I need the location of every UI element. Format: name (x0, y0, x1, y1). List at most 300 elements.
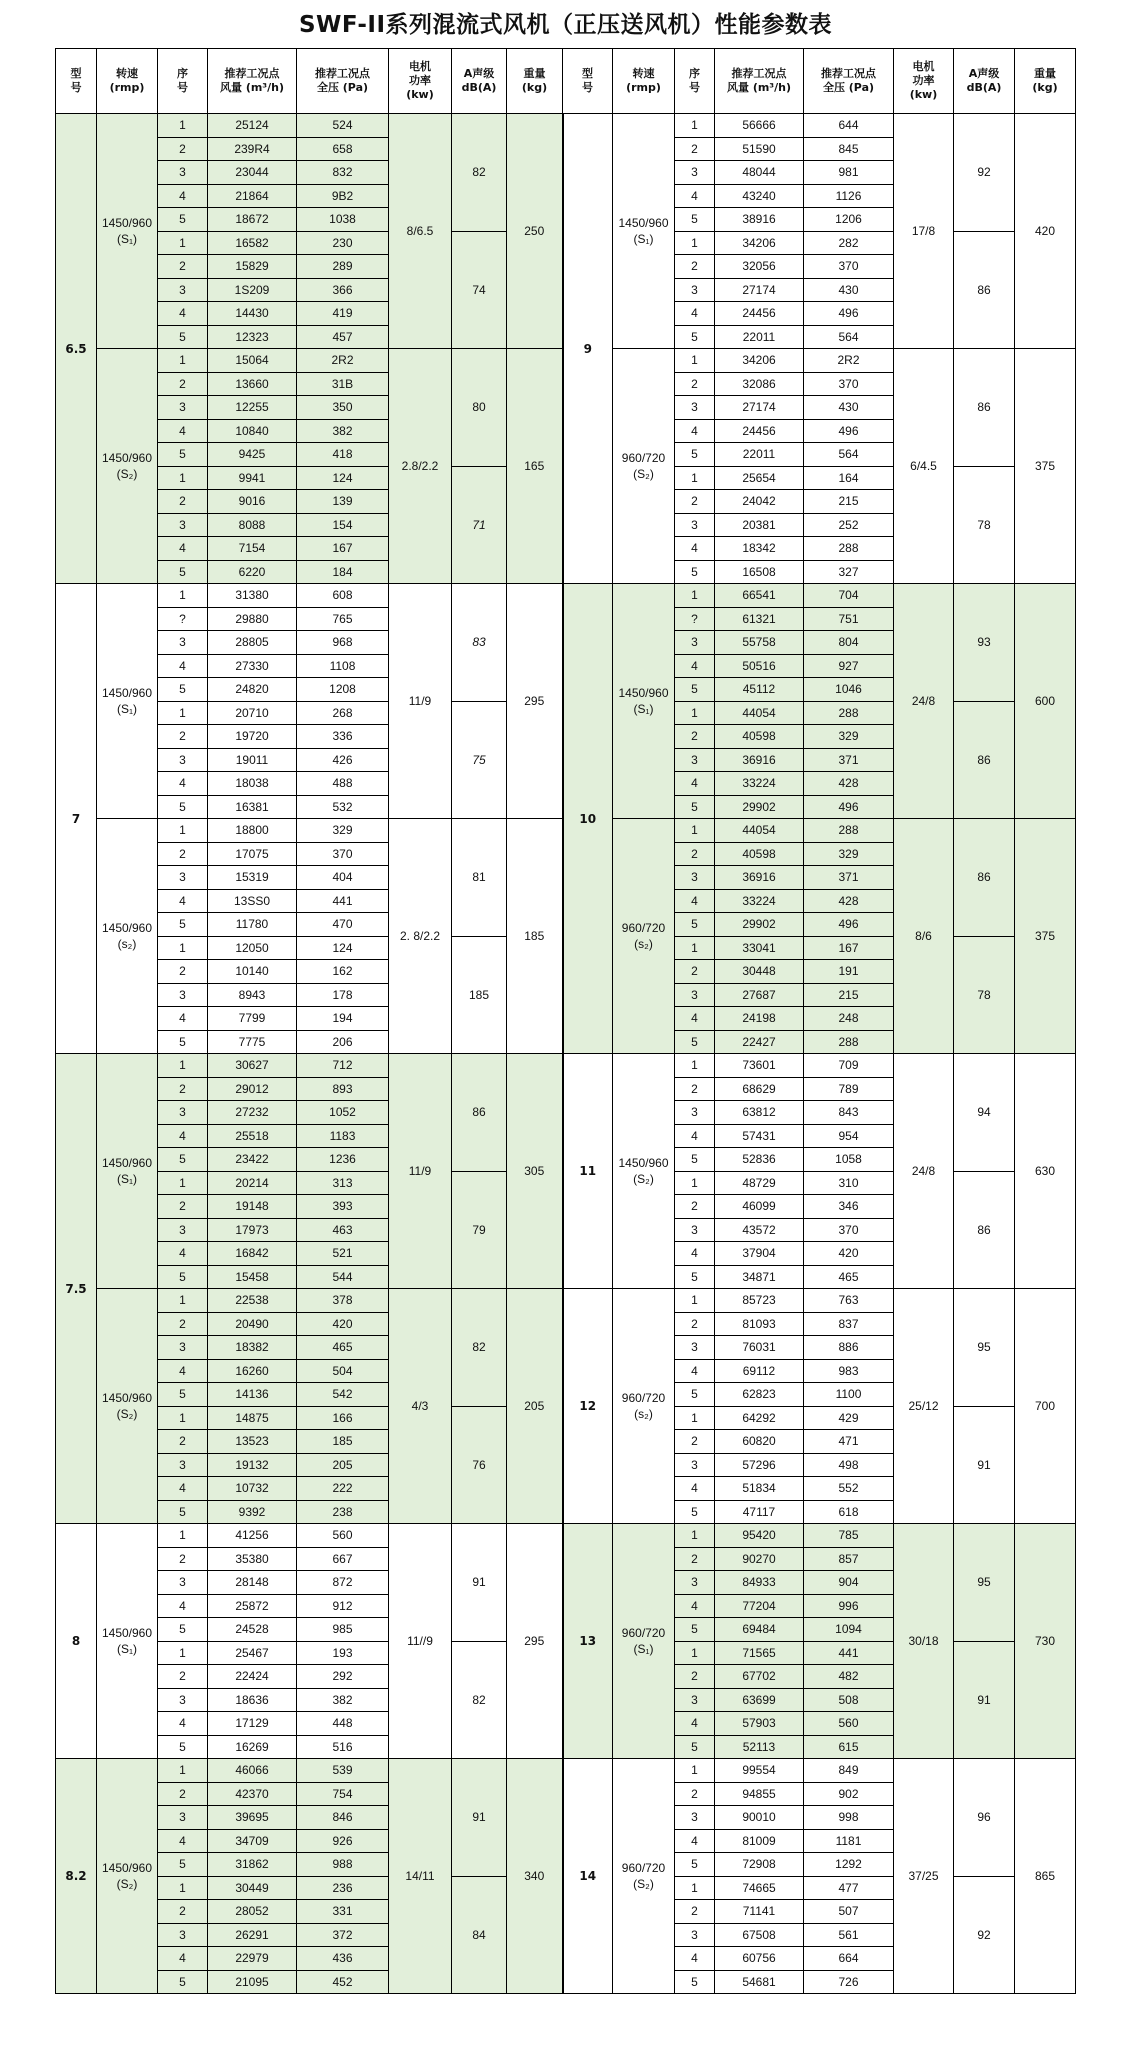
seq-cell: 2 (675, 1900, 715, 1924)
power-cell: 14/11 (389, 1759, 452, 1994)
power-cell: 8/6 (894, 819, 954, 1054)
noise-cell: 84 (452, 1876, 507, 1994)
seq-cell: 5 (675, 1030, 715, 1054)
noise-cell: 86 (954, 819, 1015, 937)
model-cell: 11 (563, 1054, 613, 1289)
flow-cell: 28148 (208, 1571, 297, 1595)
seq-cell: 5 (675, 1265, 715, 1289)
noise-cell: 91 (954, 1641, 1015, 1759)
pressure-cell: 1108 (297, 654, 389, 678)
pressure-cell: 222 (297, 1477, 389, 1501)
flow-cell: 63812 (715, 1101, 804, 1125)
header-line: 号 (70, 81, 82, 94)
flow-cell: 33224 (715, 772, 804, 796)
header-line: 推荐工况点 (821, 67, 876, 80)
flow-cell: 95420 (715, 1524, 804, 1548)
flow-cell: 94855 (715, 1782, 804, 1806)
pressure-cell: 846 (297, 1806, 389, 1830)
flow-cell: 60820 (715, 1430, 804, 1454)
pressure-cell: 329 (804, 842, 894, 866)
model-cell: 14 (563, 1759, 613, 1994)
speed-value: 1450/960 (101, 1861, 153, 1875)
pressure-cell: 429 (804, 1406, 894, 1430)
speed-value: 960/720 (621, 451, 666, 465)
table-row (56, 1289, 1076, 1313)
model-cell: 8 (56, 1524, 97, 1759)
seq-cell: 4 (675, 1242, 715, 1266)
speed-stage: (S₁) (116, 232, 138, 246)
flow-cell: 21864 (208, 184, 297, 208)
pressure-cell: 178 (297, 983, 389, 1007)
flow-cell: 43572 (715, 1218, 804, 1242)
seq-cell: 4 (158, 1477, 208, 1501)
header-left-weight (507, 49, 563, 114)
flow-cell: 12255 (208, 396, 297, 420)
table-row (56, 114, 1076, 138)
flow-cell: 17129 (208, 1712, 297, 1736)
table-row (56, 1054, 1076, 1078)
flow-cell: 27232 (208, 1101, 297, 1125)
flow-cell: 15064 (208, 349, 297, 373)
seq-cell: 5 (158, 325, 208, 349)
flow-cell: 33224 (715, 889, 804, 913)
seq-cell: 4 (675, 1829, 715, 1853)
flow-cell: 20490 (208, 1312, 297, 1336)
flow-cell: 51590 (715, 137, 804, 161)
flow-cell: 25467 (208, 1641, 297, 1665)
power-cell: 30/18 (894, 1524, 954, 1759)
speed-value: 960/720 (621, 1391, 666, 1405)
pressure-cell: 804 (804, 631, 894, 655)
seq-cell: 3 (675, 748, 715, 772)
flow-cell: 69112 (715, 1359, 804, 1383)
pressure-cell: 154 (297, 513, 389, 537)
seq-cell: 2 (158, 372, 208, 396)
pressure-cell: 419 (297, 302, 389, 326)
header-right-speed (613, 49, 675, 114)
pressure-cell: 378 (297, 1289, 389, 1313)
pressure-cell: 329 (297, 819, 389, 843)
flow-cell: 18038 (208, 772, 297, 796)
speed-cell (97, 819, 158, 1054)
seq-cell: 4 (675, 1359, 715, 1383)
pressure-cell: 9B2 (297, 184, 389, 208)
pressure-cell: 371 (804, 748, 894, 772)
speed-value: 1450/960 (101, 686, 153, 700)
seq-cell: 1 (158, 231, 208, 255)
seq-cell: 1 (675, 349, 715, 373)
pressure-cell: 289 (297, 255, 389, 279)
flow-cell: 43240 (715, 184, 804, 208)
noise-cell: 81 (452, 819, 507, 937)
noise-cell: 91 (452, 1759, 507, 1877)
flow-cell: 19132 (208, 1453, 297, 1477)
pressure-cell: 785 (804, 1524, 894, 1548)
seq-cell: 3 (675, 513, 715, 537)
noise-cell: 95 (954, 1289, 1015, 1407)
pressure-cell: 849 (804, 1759, 894, 1783)
seq-cell: 2 (675, 255, 715, 279)
flow-cell: 20381 (715, 513, 804, 537)
flow-cell: 39695 (208, 1806, 297, 1830)
seq-cell: 3 (675, 161, 715, 185)
pressure-cell: 185 (297, 1430, 389, 1454)
flow-cell: 68629 (715, 1077, 804, 1101)
pressure-cell: 482 (804, 1665, 894, 1689)
seq-cell: 5 (158, 1030, 208, 1054)
header-line: 电机 (912, 60, 935, 73)
pressure-cell: 452 (297, 1970, 389, 1994)
flow-cell: 71141 (715, 1900, 804, 1924)
noise-cell: 96 (954, 1759, 1015, 1877)
seq-cell: 5 (158, 795, 208, 819)
flow-cell: 62823 (715, 1383, 804, 1407)
header-left-power (389, 49, 452, 114)
seq-cell: 3 (675, 983, 715, 1007)
pressure-cell: 193 (297, 1641, 389, 1665)
seq-cell: 4 (158, 1242, 208, 1266)
power-cell: 17/8 (894, 114, 954, 349)
header-right-power (894, 49, 954, 114)
seq-cell: 3 (675, 278, 715, 302)
seq-cell: 3 (158, 1336, 208, 1360)
header-line: 功率 (912, 74, 935, 87)
pressure-cell: 516 (297, 1735, 389, 1759)
pressure-cell: 763 (804, 1289, 894, 1313)
pressure-cell: 313 (297, 1171, 389, 1195)
flow-cell: 14430 (208, 302, 297, 326)
flow-cell: 19148 (208, 1195, 297, 1219)
header-line: 功率 (409, 74, 431, 87)
noise-cell: 86 (452, 1054, 507, 1172)
flow-cell: 69484 (715, 1618, 804, 1642)
pressure-cell: 1126 (804, 184, 894, 208)
pressure-cell: 206 (297, 1030, 389, 1054)
header-line: 号 (177, 81, 188, 94)
power-cell: 11//9 (389, 1524, 452, 1759)
pressure-cell: 751 (804, 607, 894, 631)
flow-cell: 99554 (715, 1759, 804, 1783)
pressure-cell: 166 (297, 1406, 389, 1430)
seq-cell: 1 (158, 466, 208, 490)
header-line: 全压 (Pa) (316, 81, 369, 94)
header-line: (kg) (521, 81, 548, 94)
seq-cell: 4 (158, 184, 208, 208)
flow-cell: 18342 (715, 537, 804, 561)
seq-cell: 1 (675, 1171, 715, 1195)
pressure-cell: 248 (804, 1007, 894, 1031)
seq-cell: 1 (675, 1289, 715, 1313)
pressure-cell: 288 (804, 1030, 894, 1054)
speed-value: 1450/960 (618, 216, 669, 230)
flow-cell: 33041 (715, 936, 804, 960)
seq-cell: 3 (158, 1218, 208, 1242)
seq-cell: 4 (675, 537, 715, 561)
pressure-cell: 350 (297, 396, 389, 420)
flow-cell: 22979 (208, 1947, 297, 1971)
flow-cell: 24456 (715, 302, 804, 326)
flow-cell: 7154 (208, 537, 297, 561)
model-cell: 10 (563, 584, 613, 1054)
noise-cell: 91 (452, 1524, 507, 1642)
header-left-speed (97, 49, 158, 114)
noise-cell: 92 (954, 1876, 1015, 1994)
seq-cell: 1 (675, 1759, 715, 1783)
pressure-cell: 288 (804, 819, 894, 843)
pressure-cell: 544 (297, 1265, 389, 1289)
flow-cell: 34206 (715, 231, 804, 255)
header-line: 号 (582, 81, 593, 94)
seq-cell: 5 (158, 913, 208, 937)
noise-cell: 86 (954, 231, 1015, 349)
model-cell: 7 (56, 584, 97, 1054)
weight-cell: 375 (1015, 349, 1076, 584)
weight-cell: 630 (1015, 1054, 1076, 1289)
flow-cell: 23422 (208, 1148, 297, 1172)
seq-cell: 5 (158, 1735, 208, 1759)
speed-cell (613, 1289, 675, 1524)
pressure-cell: 418 (297, 443, 389, 467)
flow-cell: 47117 (715, 1500, 804, 1524)
seq-cell: 1 (675, 231, 715, 255)
pressure-cell: 191 (804, 960, 894, 984)
seq-cell: 5 (158, 1383, 208, 1407)
flow-cell: 66541 (715, 584, 804, 608)
pressure-cell: 205 (297, 1453, 389, 1477)
seq-cell: 4 (158, 302, 208, 326)
speed-stage: (s₂) (634, 1407, 653, 1421)
flow-cell: 56666 (715, 114, 804, 138)
model-cell: 8.2 (56, 1759, 97, 1994)
flow-cell: 50516 (715, 654, 804, 678)
seq-cell: 1 (675, 1641, 715, 1665)
flow-cell: 35380 (208, 1547, 297, 1571)
header-line: 转速 (116, 67, 138, 80)
pressure-cell: 996 (804, 1594, 894, 1618)
speed-stage: (s₂) (634, 937, 653, 951)
pressure-cell: 370 (804, 1218, 894, 1242)
flow-cell: 27174 (715, 278, 804, 302)
speed-stage: (S₂) (116, 467, 138, 481)
speed-cell (613, 1054, 675, 1289)
speed-stage: (S₁) (633, 1642, 654, 1656)
seq-cell: 2 (158, 490, 208, 514)
pressure-cell: 709 (804, 1054, 894, 1078)
model-cell: 7.5 (56, 1054, 97, 1524)
flow-cell: 19011 (208, 748, 297, 772)
seq-cell: 3 (675, 866, 715, 890)
pressure-cell: 618 (804, 1500, 894, 1524)
seq-cell: 1 (675, 466, 715, 490)
seq-cell: 5 (675, 1970, 715, 1994)
flow-cell: 72908 (715, 1853, 804, 1877)
pressure-cell: 430 (804, 278, 894, 302)
flow-cell: 239R4 (208, 137, 297, 161)
flow-cell: 90010 (715, 1806, 804, 1830)
speed-stage: (S₁) (633, 232, 654, 246)
pressure-cell: 404 (297, 866, 389, 890)
header-line: 推荐工况点 (731, 67, 787, 80)
flow-cell: 40598 (715, 842, 804, 866)
flow-cell: 9941 (208, 466, 297, 490)
table-row (56, 1759, 1076, 1783)
flow-cell: 14136 (208, 1383, 297, 1407)
pressure-cell: 428 (804, 889, 894, 913)
pressure-cell: 532 (297, 795, 389, 819)
flow-cell: 29012 (208, 1077, 297, 1101)
seq-cell: 5 (675, 208, 715, 232)
flow-cell: 22011 (715, 325, 804, 349)
seq-cell: 5 (675, 1500, 715, 1524)
header-line: 电机 (409, 60, 431, 73)
seq-cell: 1 (158, 1171, 208, 1195)
flow-cell: 32056 (715, 255, 804, 279)
speed-stage: (S₁) (116, 1642, 138, 1656)
noise-cell: 93 (954, 584, 1015, 702)
pressure-cell: 560 (297, 1524, 389, 1548)
flow-cell: 77204 (715, 1594, 804, 1618)
seq-cell: 3 (158, 1101, 208, 1125)
flow-cell: 8088 (208, 513, 297, 537)
pressure-cell: 441 (297, 889, 389, 913)
seq-cell: ? (158, 607, 208, 631)
pressure-cell: 465 (297, 1336, 389, 1360)
pressure-cell: 268 (297, 701, 389, 725)
speed-value: 1450/960 (101, 451, 153, 465)
pressure-cell: 902 (804, 1782, 894, 1806)
seq-cell: 3 (675, 396, 715, 420)
flow-cell: 18800 (208, 819, 297, 843)
seq-cell: 2 (158, 1665, 208, 1689)
seq-cell: 2 (675, 372, 715, 396)
flow-cell: 52836 (715, 1148, 804, 1172)
speed-stage: (S₁) (116, 1172, 138, 1186)
flow-cell: 57296 (715, 1453, 804, 1477)
seq-cell: 2 (675, 490, 715, 514)
header-line: (kg) (1032, 81, 1058, 94)
flow-cell: 12323 (208, 325, 297, 349)
header-left-model (56, 49, 97, 114)
seq-cell: 2 (158, 1195, 208, 1219)
pressure-cell: 366 (297, 278, 389, 302)
pressure-cell: 426 (297, 748, 389, 772)
flow-cell: 21095 (208, 1970, 297, 1994)
seq-cell: 3 (675, 631, 715, 655)
header-line: 转速 (632, 67, 655, 80)
pressure-cell: 194 (297, 1007, 389, 1031)
flow-cell: 54681 (715, 1970, 804, 1994)
seq-cell: 2 (158, 255, 208, 279)
seq-cell: 3 (158, 1923, 208, 1947)
seq-cell: 5 (158, 1265, 208, 1289)
seq-cell: 1 (675, 1876, 715, 1900)
power-cell: 8/6.5 (389, 114, 452, 349)
seq-cell: 3 (675, 1688, 715, 1712)
pressure-cell: 139 (297, 490, 389, 514)
seq-cell: 5 (158, 1500, 208, 1524)
header-right-flow (715, 49, 804, 114)
pressure-cell: 382 (297, 419, 389, 443)
speed-cell (613, 349, 675, 584)
flow-cell: 29880 (208, 607, 297, 631)
power-cell: 2.8/2.2 (389, 349, 452, 584)
seq-cell: 2 (675, 1782, 715, 1806)
flow-cell: 34206 (715, 349, 804, 373)
power-cell: 2. 8/2.2 (389, 819, 452, 1054)
weight-cell: 165 (507, 349, 563, 584)
seq-cell: 1 (675, 1524, 715, 1548)
seq-cell: 3 (158, 866, 208, 890)
seq-cell: 4 (675, 772, 715, 796)
pressure-cell: 912 (297, 1594, 389, 1618)
speed-cell (97, 114, 158, 349)
flow-cell: 16381 (208, 795, 297, 819)
flow-cell: 27330 (208, 654, 297, 678)
seq-cell: 3 (158, 278, 208, 302)
pressure-cell: 124 (297, 466, 389, 490)
speed-stage: (S₂) (633, 467, 654, 481)
seq-cell: 2 (675, 960, 715, 984)
speed-stage: (S₂) (633, 1877, 654, 1891)
flow-cell: 52113 (715, 1735, 804, 1759)
flow-cell: 8943 (208, 983, 297, 1007)
pressure-cell: 608 (297, 584, 389, 608)
flow-cell: 90270 (715, 1547, 804, 1571)
seq-cell: 2 (158, 1900, 208, 1924)
seq-cell: 5 (675, 1383, 715, 1407)
power-cell: 24/8 (894, 1054, 954, 1289)
pressure-cell: 282 (804, 231, 894, 255)
pressure-cell: 789 (804, 1077, 894, 1101)
flow-cell: 18636 (208, 1688, 297, 1712)
pressure-cell: 215 (804, 983, 894, 1007)
header-line: 推荐工况点 (315, 67, 370, 80)
pressure-cell: 954 (804, 1124, 894, 1148)
pressure-cell: 428 (804, 772, 894, 796)
pressure-cell: 1181 (804, 1829, 894, 1853)
header-left-pressure (297, 49, 389, 114)
header-right-noise (954, 49, 1015, 114)
pressure-cell: 712 (297, 1054, 389, 1078)
pressure-cell: 31B (297, 372, 389, 396)
pressure-cell: 893 (297, 1077, 389, 1101)
pressure-cell: 564 (804, 325, 894, 349)
pressure-cell: 985 (297, 1618, 389, 1642)
weight-cell: 375 (1015, 819, 1076, 1054)
flow-cell: 40598 (715, 725, 804, 749)
flow-cell: 9392 (208, 1500, 297, 1524)
seq-cell: 2 (675, 1547, 715, 1571)
pressure-cell: 371 (804, 866, 894, 890)
pressure-cell: 370 (297, 842, 389, 866)
header-line: dB(A) (966, 81, 1002, 94)
pressure-cell: 496 (804, 302, 894, 326)
speed-value: 1450/960 (101, 216, 153, 230)
seq-cell: 1 (158, 1759, 208, 1783)
flow-cell: 9425 (208, 443, 297, 467)
seq-cell: 2 (675, 1195, 715, 1219)
flow-cell: 81093 (715, 1312, 804, 1336)
pressure-cell: 988 (297, 1853, 389, 1877)
seq-cell: 2 (675, 1665, 715, 1689)
pressure-cell: 288 (804, 537, 894, 561)
speed-cell (613, 584, 675, 819)
header-line: 序 (689, 67, 700, 80)
pressure-cell: 765 (297, 607, 389, 631)
seq-cell: 5 (675, 1618, 715, 1642)
pressure-cell: 507 (804, 1900, 894, 1924)
speed-value: 1450/960 (101, 1626, 153, 1640)
